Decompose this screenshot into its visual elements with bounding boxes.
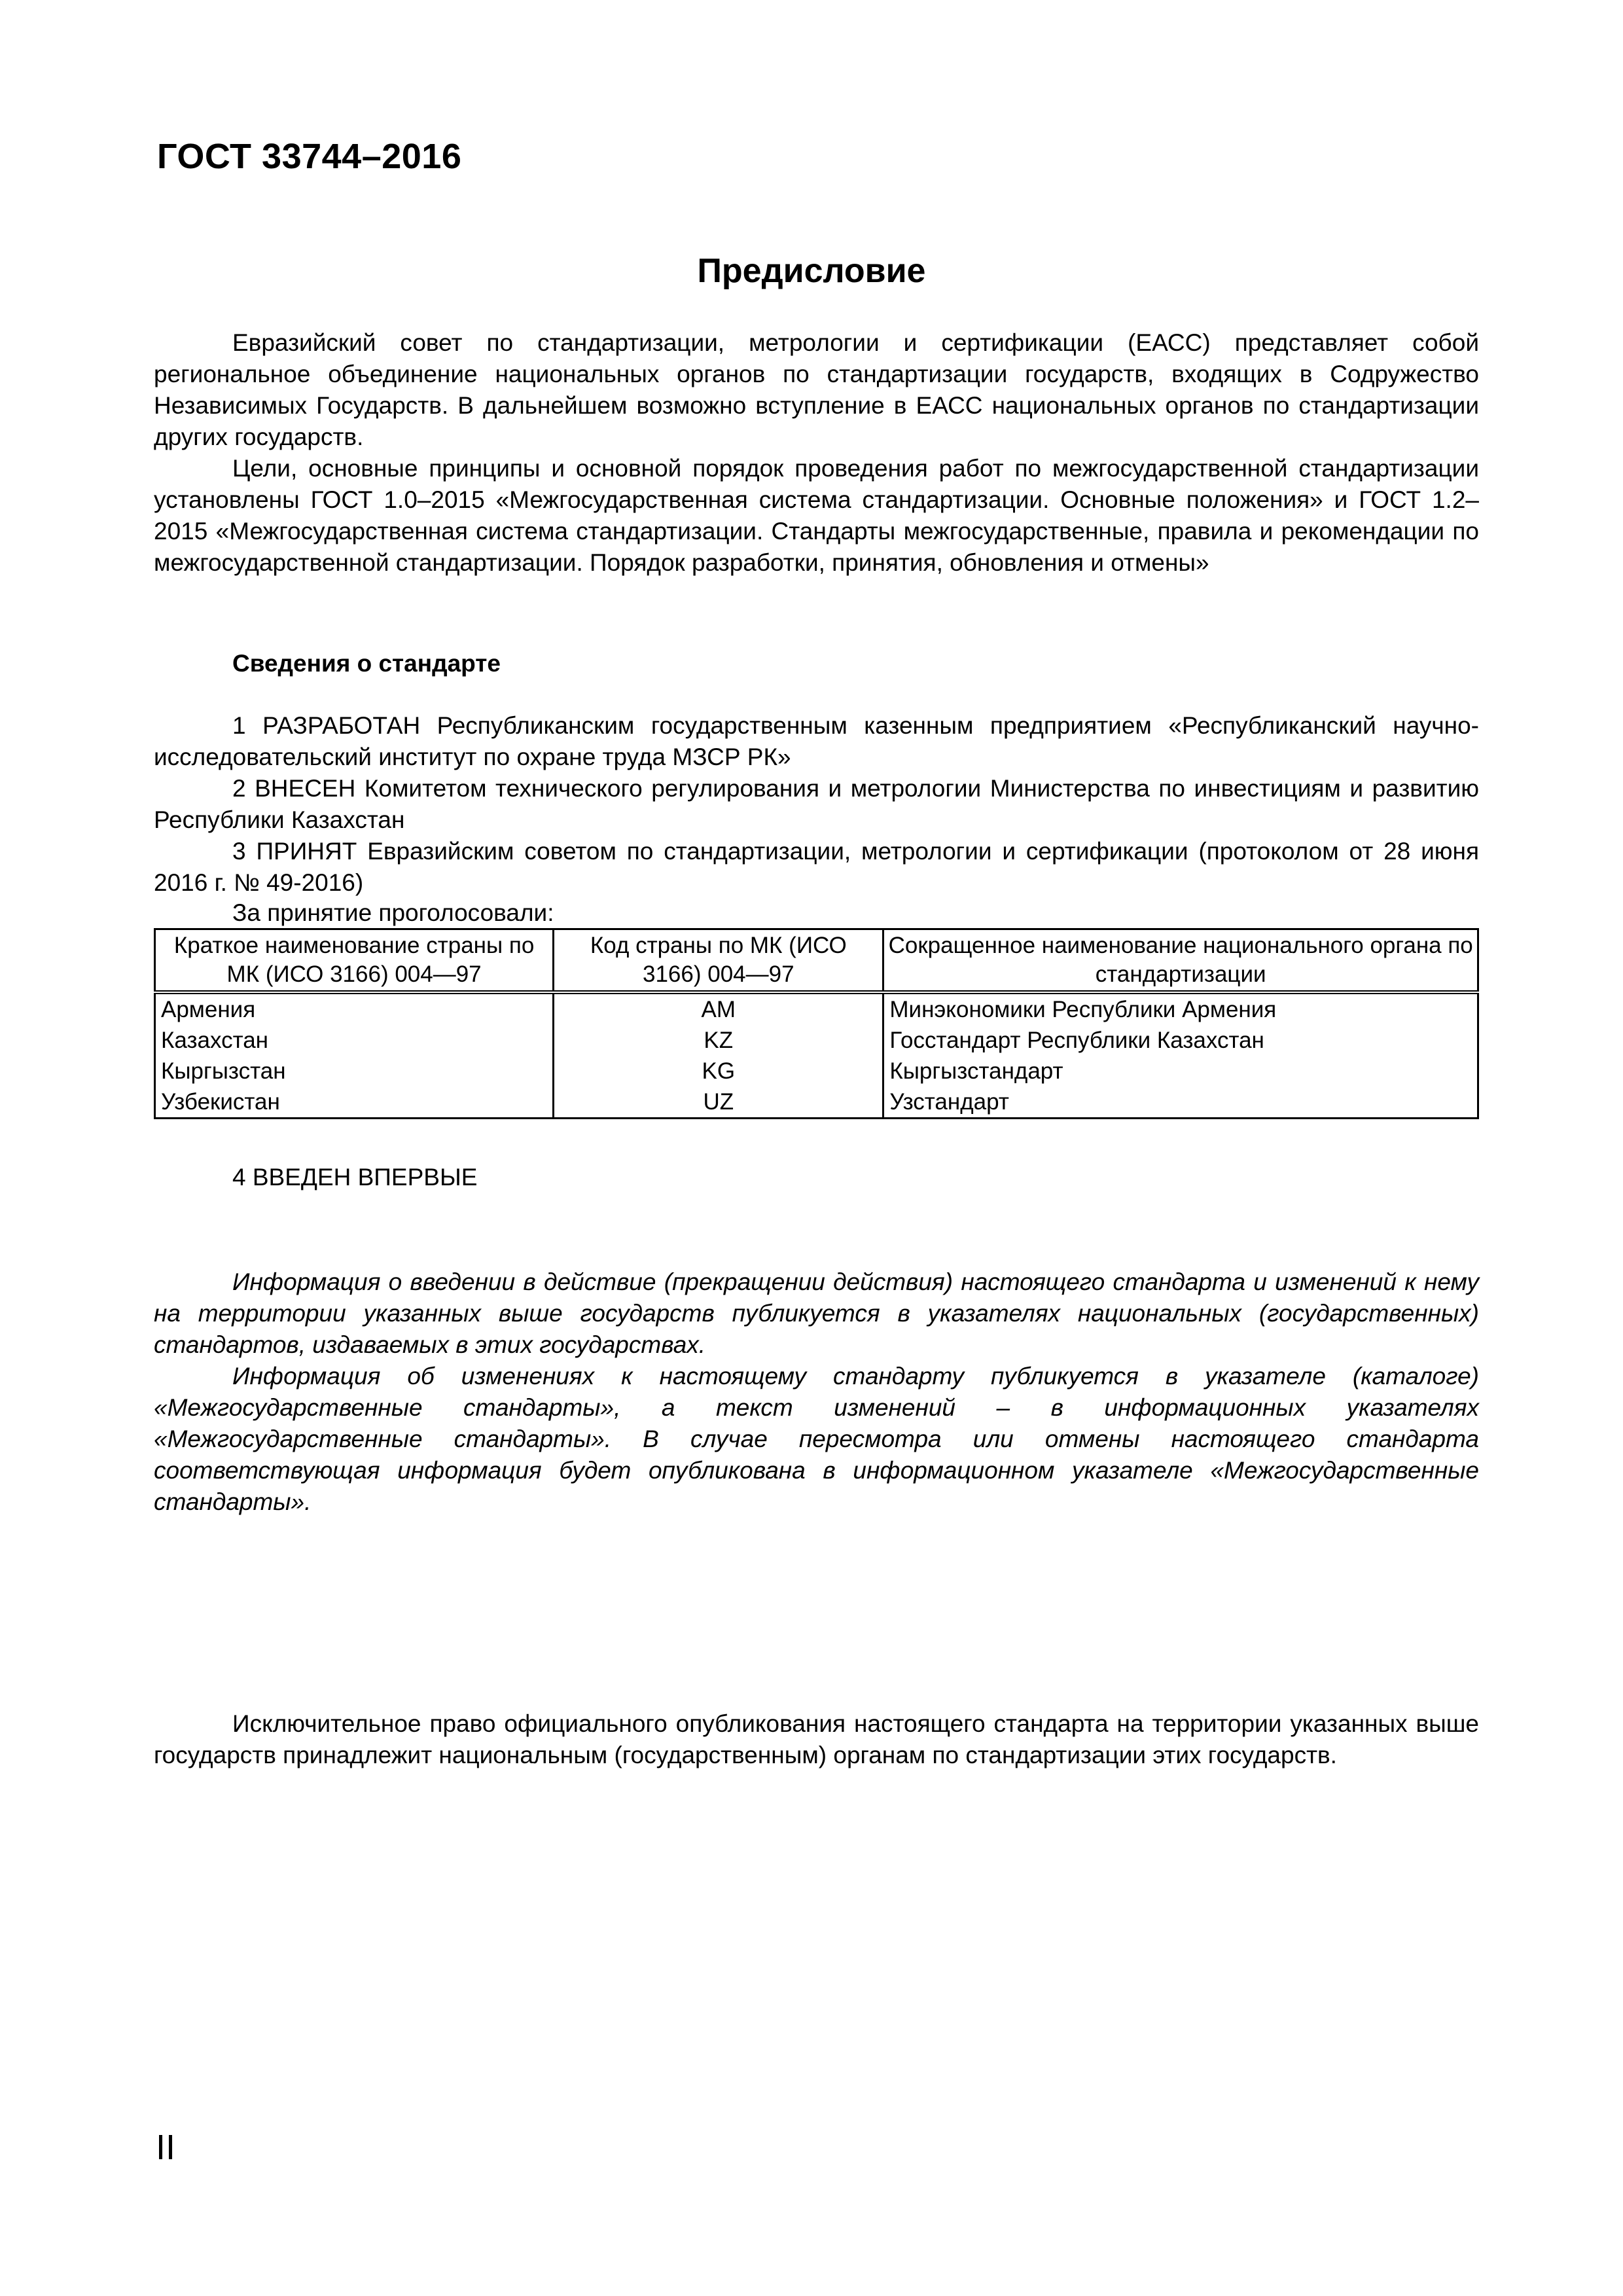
- table-row: [155, 1025, 1478, 1056]
- foreword-body: [154, 327, 1479, 579]
- copyright-notice: [154, 1708, 1479, 1771]
- column-header-country: Краткое наименование страны по МК (ИСО 3166) 004—97: [155, 929, 554, 993]
- code-cell: AM: [554, 992, 883, 1025]
- code-cell: KZ: [554, 1025, 883, 1056]
- code-cell: UZ: [554, 1086, 883, 1119]
- page-number: II: [156, 2128, 176, 2167]
- body-cell: Кыргызстандарт: [883, 1056, 1478, 1086]
- table-header-row: [155, 929, 1478, 993]
- code-cell: KG: [554, 1056, 883, 1086]
- voted-label: За принятие проголосовали:: [232, 899, 554, 926]
- copyright-paragraph: Исключительное право официального опубликования настоящего стандарта на территории указанных выше государств принадлежит национальным (государственным) органам по стандартизации этих государств.: [154, 1710, 1479, 1768]
- country-cell: Казахстан: [155, 1025, 554, 1056]
- standard-info-heading: Сведения о стандарте: [232, 650, 501, 677]
- info-item-first-introduced: 4 ВВЕДЕН ВПЕРВЫЕ: [232, 1164, 478, 1191]
- info-note-paragraph: Информация об изменениях к настоящему стандарту публикуется в указателе (каталоге) «Межгосударственные стандарты», а текст изменений – в информационных указателях «Межгосударственные стандарты». В случае пересмотра или отмены настоящего стандарта соответствующая информация будет опубликована в информационном указателе «Межгосударственные стандарты».: [154, 1363, 1479, 1515]
- foreword-paragraph: Цели, основные принципы и основной порядок проведения работ по межгосударственной стандартизации установлены ГОСТ 1.0–2015 «Межгосударственная система стандартизации. Основные положения» и ГОСТ 1.2–2015 «Межгосударственная система стандартизации. Стандарты межгосударственные, правила и рекомендации по межгосударственной стандартизации. Порядок разработки, принятия, обновления и отмены»: [154, 455, 1479, 576]
- body-cell: Госстандарт Республики Казахстан: [883, 1025, 1478, 1056]
- voting-countries-table: [154, 928, 1479, 1119]
- info-item-submitted: 2 ВНЕСЕН Комитетом технического регулирования и метрологии Министерства по инвестициям и развитию Республики Казахстан: [154, 775, 1479, 833]
- country-cell: Узбекистан: [155, 1086, 554, 1119]
- info-item-adopted: 3 ПРИНЯТ Евразийским советом по стандартизации, метрологии и сертификации (протоколом от 28 июня 2016 г. № 49-2016): [154, 838, 1479, 896]
- document-code-header: ГОСТ 33744–2016: [157, 137, 462, 176]
- foreword-paragraph: Евразийский совет по стандартизации, метрологии и сертификации (ЕАСС) представляет собой региональное объединение национальных органов по стандартизации государств, входящих в Содружество Независимых Государств. В дальнейшем возможно вступление в ЕАСС национальных органов по стандартизации других государств.: [154, 329, 1479, 450]
- table-row: [155, 992, 1478, 1025]
- column-header-code: Код страны по МК (ИСО 3166) 004—97: [554, 929, 883, 993]
- body-cell: Узстандарт: [883, 1086, 1478, 1119]
- standard-info-items: [154, 710, 1479, 927]
- info-notes: [154, 1266, 1479, 1518]
- country-cell: Кыргызстан: [155, 1056, 554, 1086]
- info-item-first-introduced-block: [154, 1162, 1479, 1193]
- country-cell: Армения: [155, 992, 554, 1025]
- table-row: [155, 1056, 1478, 1086]
- info-note-paragraph: Информация о введении в действие (прекращении действия) настоящего стандарта и изменений к нему на территории указанных выше государств публикуется в указателях национальных (государственных) стандартов, издаваемых в этих государствах.: [154, 1268, 1479, 1358]
- table-row: [155, 1086, 1478, 1119]
- body-cell: Минэкономики Республики Армения: [883, 992, 1478, 1025]
- info-item-developed: 1 РАЗРАБОТАН Республиканским государственным казенным предприятием «Республиканский научно-исследовательский институт по охране труда МЗСР РК»: [154, 712, 1479, 770]
- foreword-title: Предисловие: [697, 252, 926, 290]
- standard-info-section: [154, 648, 1479, 679]
- column-header-body: Сокращенное наименование национального органа по стандартизации: [883, 929, 1478, 993]
